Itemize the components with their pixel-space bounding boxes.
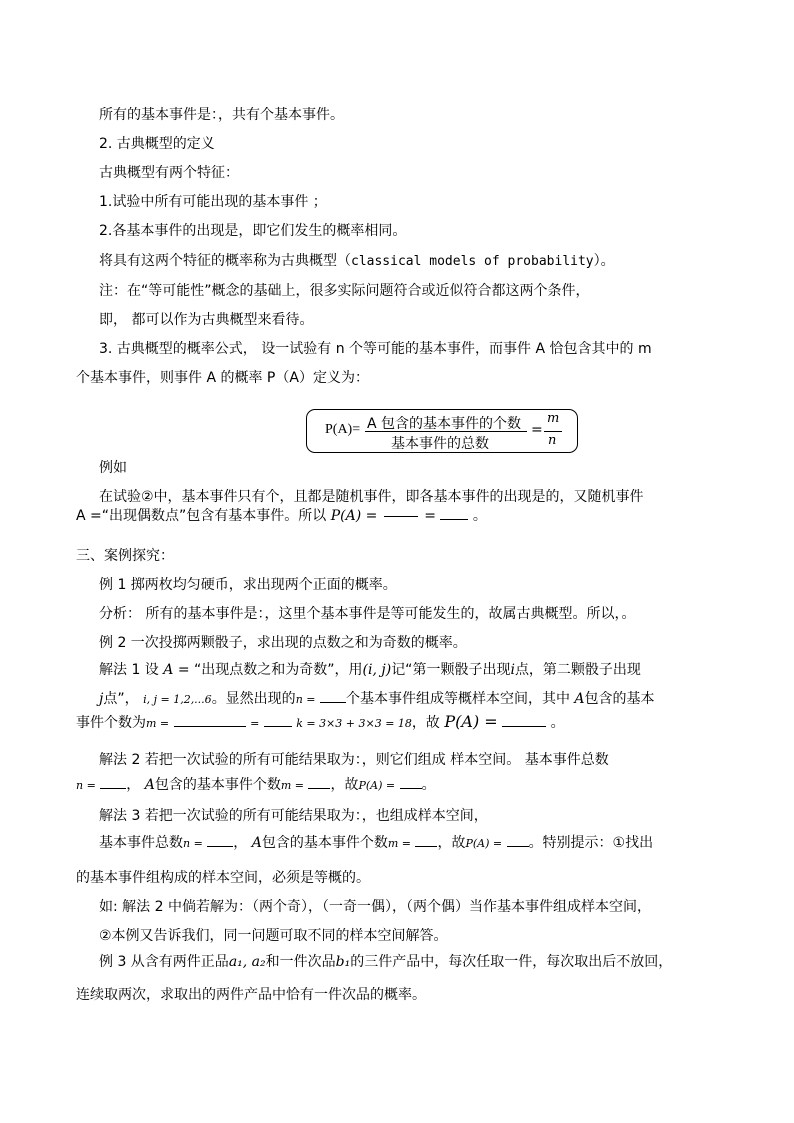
blank [400,774,422,789]
text-line [99,252,615,271]
blank [415,832,437,847]
heading-definition: 2. 古典概型的定义 [99,136,215,152]
text-line [76,712,565,733]
formula-m: m [547,411,560,426]
text-span: “出现点数之和为奇数”，用 [194,662,363,678]
math-expr: n = [183,837,203,850]
math-expr: b₁ [335,954,351,970]
blank [320,688,346,703]
math-expr: (i, j) [362,662,392,678]
empty-fraction-bar [384,516,418,517]
text-line: 解法 2 若把一次试验的所有可能结果取为：，则它们组成 样本空间。 基本事件总数 [99,752,609,768]
formula-fraction-bar-2 [544,431,562,432]
text-span: 包含的基本事件个数 [261,835,388,851]
math-expr: P(A) = [330,508,378,524]
text-span: ，故 [330,777,359,793]
text-line: 解法 3 若把一次试验的所有可能结果取为：，也组成样本空间， [99,808,488,824]
text-span: 个基本事件组成等概样本空间，其中 [345,691,570,707]
text-line: 古典概型有两个特征： [99,165,239,181]
text-line [99,832,653,853]
text-span: 。 [550,715,565,731]
math-expr: A = [163,662,190,678]
text-span: ，故 [411,715,440,731]
math-expr: P(A) = [465,837,503,850]
text-line: 在试验②中，基本事件只有个，且都是随机事件，即各基本事件的出现是的，又随机事件 [99,489,644,505]
text-line: 分析： 所有的基本事件是：，这里个基本事件是等可能发生的，故属古典概型。所以，。 [99,606,636,622]
text-span: 包含的基本 [584,691,655,707]
text-span: 包含的基本事件个数 [154,777,281,793]
text-line: 个基本事件，则事件 A 的概率 P（A）定义为： [76,370,369,386]
text-span: 点”， [103,691,139,707]
section-heading: 三、案例探究： [76,548,174,564]
text-line: 注：在“等可能性”概念的基础上，很多实际问题符合或近似符合都这两个条件， [99,283,590,299]
formula-lhs: P(A)= [325,422,361,437]
math-expr: = [250,717,260,730]
text-span: A =“出现偶数点”包含有基本事件。所以 [76,508,327,524]
math-expr: A [144,777,155,793]
blank [207,832,233,847]
text-span: 将具有这两个特征的概率称为古典概型（ [99,253,351,269]
math-expr: k = 3×3 + 3×3 = 18 [296,717,412,730]
text-line: 例如 [99,460,127,476]
formula-n: n [548,433,557,448]
blank [264,712,292,727]
formula-denominator: 基本事件的总数 [391,436,489,452]
example-3 [99,953,672,971]
text-line: 2.各基本事件的出现是，即它们发生的概率相同。 [99,223,407,239]
text-line: 连续取两次，求取出的两件产品中恰有一件次品的概率。 [76,987,426,1003]
text-line: 的基本事件组构成的样本空间，必须是等概的。 [76,870,370,886]
math-expr: i, j = 1,2,...6 [143,693,212,706]
text-span: 。 [421,777,436,793]
probability-formula-box [306,409,578,453]
text-span: 基本事件总数 [99,835,183,851]
text-span: 。显然出现的 [211,691,296,707]
text-line [76,774,436,795]
text-span: 的三件产品中，每次任取一件，每次取出后不放回， [350,954,673,970]
english-term: classical models of probability [351,254,594,269]
text-line [99,688,655,709]
text-span: ， [233,835,248,851]
text-span: ，故 [437,835,466,851]
math-expr: a₁, a₂ [228,954,266,970]
math-expr: m = [146,717,170,730]
text-line [99,661,641,679]
text-span: ）。 [593,253,615,269]
math-expr: j [99,691,104,707]
math-expr: A [251,835,262,851]
math-expr: i [510,662,515,678]
blank [507,832,529,847]
math-expr: A [574,691,585,707]
text-span: 例 3 从含有两件正品 [99,954,229,970]
math-expr: = [424,508,436,524]
math-expr: P(A) = [358,779,396,792]
formula-fraction-bar [365,431,527,432]
text-line: 3. 古典概型的概率公式， 设一试验有 n 个等可能的基本事件，而事件 A 恰包含其中的 m [99,341,652,357]
blank [174,712,246,727]
text-line: 即， 都可以作为古典概型来看待。 [99,312,314,328]
text-line: 1.试验中所有可能出现的基本事件 ； [99,194,327,210]
blank [100,774,126,789]
text-span: 解法 1 设 [99,662,159,678]
text-line: 如: 解法 2 中倘若解为：（两个奇），（一奇一偶），（两个偶）当作基本事件组成样本空间， [99,899,651,915]
formula-equals: = [531,422,543,438]
text-span: 点，第二颗骰子出现 [514,662,641,678]
text-span: 。特别提示：①找出 [528,835,654,851]
math-expr: m = [280,779,304,792]
text-span: ， [126,777,141,793]
text-span: 。 [472,508,487,524]
text-span: 事件个数为 [76,715,146,731]
math-expr: m = [387,837,411,850]
text-line: 所有的基本事件是：，共有个基本事件。 [99,107,344,123]
text-line [76,505,487,525]
math-expr: n = [76,779,96,792]
formula-numerator: A 包含的基本事件的个数 [367,416,522,432]
example-1: 例 1 掷两枚均匀硬币，求出现两个正面的概率。 [99,577,397,593]
text-span: 和一件次品 [265,954,336,970]
math-expr: n = [295,693,316,706]
example-2: 例 2 一次投掷两颗骰子，求出现的点数之和为奇数的概率。 [99,635,467,651]
text-span: 记“第一颗骰子出现 [391,662,511,678]
blank [502,712,546,727]
blank [308,774,330,789]
math-expr: P(A) = [444,712,498,731]
text-line: ②本例又告诉我们，同一问题可取不同的样本空间解答。 [99,928,448,944]
blank [440,505,468,520]
